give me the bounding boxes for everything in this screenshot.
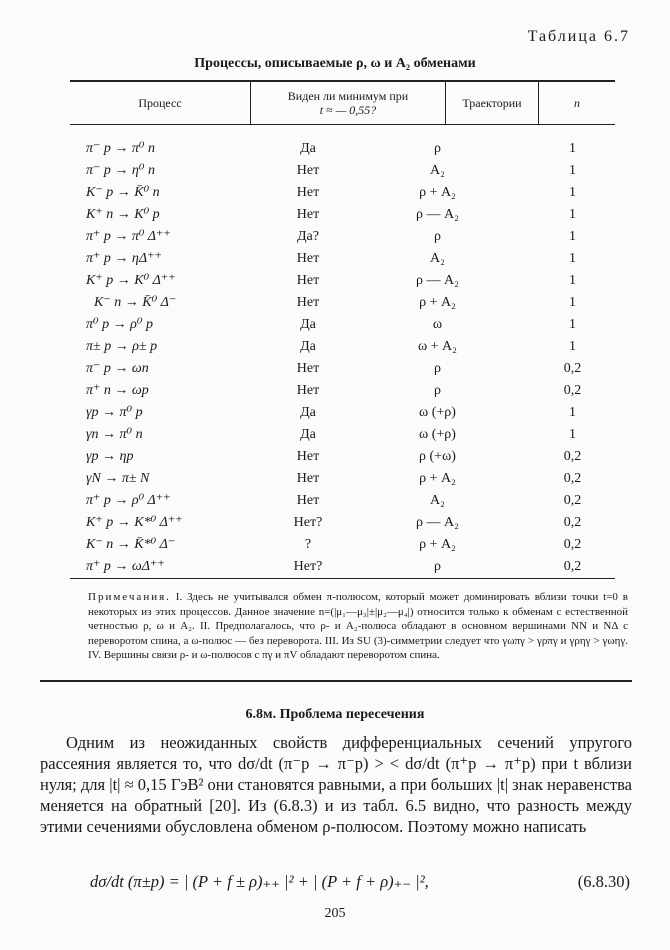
cell-trajectory: ρ (+ω) [419, 449, 456, 464]
cell-process: π⁺ p → ηΔ⁺⁺ [86, 251, 162, 266]
cell-n: 1 [569, 207, 576, 222]
table-row [70, 292, 615, 314]
table-row [70, 534, 615, 556]
cell-trajectory: ρ + A₂ [419, 295, 456, 310]
header-n: n [574, 96, 580, 110]
cell-process: K⁻ p → K̄⁰ n [86, 185, 160, 200]
cell-trajectory: ω (+ρ) [419, 427, 456, 442]
cell-n: 0,2 [563, 471, 582, 486]
cell-minimum: Да [300, 141, 316, 156]
cell-n: 1 [569, 251, 576, 266]
table-label: Таблица 6.7 [527, 28, 630, 45]
table-row [70, 182, 615, 204]
cell-n: 1 [569, 427, 576, 442]
table-header-rule [70, 124, 615, 125]
cell-trajectory: ρ [434, 383, 441, 398]
cell-trajectory: ω [432, 317, 443, 332]
cell-minimum: Да [300, 339, 316, 354]
equation-formula: dσ/dt (π±p) = | (P + f ± ρ)₊₊ |² + | (P + f + ρ)₊₋ |², [90, 872, 429, 891]
cell-n: 1 [569, 295, 576, 310]
table-row [70, 226, 615, 248]
cell-minimum: Нет [296, 493, 320, 508]
cell-process: K⁺ p → K⁰ Δ⁺⁺ [86, 273, 176, 288]
table-row [70, 424, 615, 446]
cell-minimum: Нет [296, 361, 320, 376]
cell-process: K⁺ n → K⁰ p [86, 207, 160, 222]
cell-trajectory: ρ [434, 229, 441, 244]
table-row [70, 402, 615, 424]
note-label: Примечания. [88, 591, 171, 603]
cell-n: 1 [569, 317, 576, 332]
cell-trajectory: ρ + A₂ [419, 185, 456, 200]
body-paragraph: Одним из неожиданных свойств дифференциальных сечений упругого рассеяния является то, что dσ/dt (π⁻p → π⁻p) > < dσ/dt (π⁺p → π⁺p) при t вблизи нуля; для |t| ≈ 0,15 ГэВ² они становятся равными, а при больших |t| знак неравенства меняется на обратный [20]. Из (6.8.3) и из табл. 6.5 видно, что разность между этими сечениями обусловлена обменом ρ-полюсом. Поэтому можно написать [40, 733, 632, 836]
cell-n: 0,2 [563, 383, 582, 398]
cell-n: 0,2 [563, 515, 582, 530]
cell-trajectory: ρ + A₂ [419, 537, 456, 552]
table-row [70, 204, 615, 226]
cell-n: 1 [569, 141, 576, 156]
table-bottom-rule [70, 578, 615, 579]
cell-n: 1 [569, 273, 576, 288]
cell-trajectory: ρ [434, 141, 441, 156]
cell-n: 0,2 [563, 449, 582, 464]
cell-minimum: Нет? [293, 515, 323, 530]
cell-minimum: Нет [296, 383, 320, 398]
header-trajectories: Траектории [462, 96, 522, 110]
cell-minimum: Да [300, 427, 316, 442]
cell-process: π± p → ρ± p [86, 339, 158, 354]
table-row [70, 358, 615, 380]
table-row [70, 380, 615, 402]
cell-trajectory: ω (+ρ) [419, 405, 456, 420]
cell-minimum: Да [300, 317, 316, 332]
cell-trajectory: A₂ [430, 251, 445, 266]
page-number: 205 [324, 906, 346, 921]
cell-process: K⁺ p → K*⁰ Δ⁺⁺ [86, 515, 183, 530]
cell-trajectory: A₂ [430, 493, 445, 508]
cell-minimum: Нет [296, 449, 320, 464]
cell-n: 1 [569, 185, 576, 200]
cell-trajectory: ω + A₂ [417, 339, 458, 354]
table-row [70, 336, 615, 358]
header-process: Процесс [138, 96, 182, 110]
cell-minimum: Нет? [293, 559, 323, 574]
cell-process: π⁻ p → π⁰ n [86, 141, 156, 156]
table-body [70, 138, 615, 578]
equation [90, 872, 630, 892]
header-minimum-line1: Виден ли минимум при [287, 89, 409, 103]
header-minimum [251, 82, 445, 124]
cell-process: π⁺ p → ωΔ⁺⁺ [86, 559, 165, 574]
cell-minimum: Да? [297, 229, 319, 244]
section-rule [40, 680, 632, 682]
cell-minimum: ? [304, 537, 312, 552]
section-title: 6.8м. Проблема пересечения [245, 707, 425, 722]
cell-n: 0,2 [563, 559, 582, 574]
cell-minimum: Нет [296, 251, 320, 266]
cell-n: 0,2 [563, 493, 582, 508]
cell-minimum: Нет [296, 163, 320, 178]
table-row [70, 490, 615, 512]
cell-n: 0,2 [563, 537, 582, 552]
cell-minimum: Нет [296, 185, 320, 200]
cell-process: K⁻ n → K̄⁰ Δ⁻ [94, 295, 177, 310]
table-row [70, 138, 615, 160]
header-minimum-line2: t ≈ — 0,55? [319, 103, 377, 117]
table-row [70, 468, 615, 490]
table-row [70, 446, 615, 468]
cell-trajectory: ρ [434, 361, 441, 376]
cell-trajectory: ρ — A₂ [416, 515, 459, 530]
table-note [88, 590, 628, 663]
table-row [70, 556, 615, 578]
cell-n: 0,2 [563, 361, 582, 376]
cell-process: π⁻ p → ωn [86, 361, 149, 376]
cell-trajectory: ρ + A₂ [419, 471, 456, 486]
cell-minimum: Да [300, 405, 316, 420]
equation-number: (6.8.30) [577, 872, 630, 891]
cell-trajectory: ρ — A₂ [416, 207, 459, 222]
cell-minimum: Нет [296, 471, 320, 486]
cell-process: π⁺ p → π⁰ Δ⁺⁺ [86, 229, 171, 244]
cell-trajectory: ρ — A₂ [416, 273, 459, 288]
table-row [70, 248, 615, 270]
cell-process: γp → π⁰ p [86, 405, 143, 420]
cell-n: 1 [569, 405, 576, 420]
cell-process: π⁻ p → η⁰ n [86, 163, 155, 178]
cell-n: 1 [569, 339, 576, 354]
cell-process: π⁺ n → ωp [86, 383, 149, 398]
table-row [70, 160, 615, 182]
cell-process: π⁰ p → ρ⁰ p [86, 317, 153, 332]
cell-n: 1 [569, 229, 576, 244]
cell-trajectory: A₂ [430, 163, 445, 178]
cell-trajectory: ρ [434, 559, 441, 574]
cell-process: π⁺ p → ρ⁰ Δ⁺⁺ [86, 493, 171, 508]
cell-process: K⁻ n → K̄*⁰ Δ⁻ [86, 537, 176, 552]
table-row [70, 314, 615, 336]
note-text: I. Здесь не учитывался обмен π-полюсом, который может доминировать вблизи точки t=0 в некоторых из этих процессов. Данное значение n=(|μ₁—μ₃|±|μ₂—μ₄|) относится только к обменам с естественной четностью ρ, ω и A₂. II. Предполагалось, что ρ- и A₂-полюса обладают в основном вершинами NN и NΔ с переворотом спина, а ω-полюс — без переворота. III. Из SU (3)-симметрии следует что γωπγ > γρπγ и γρηγ > γωηγ. IV. Вершины связи ρ- и ω-полюсов с πγ и πV обладают переворотом спина. [88, 591, 628, 661]
cell-minimum: Нет [296, 295, 320, 310]
table-row [70, 270, 615, 292]
cell-n: 1 [569, 163, 576, 178]
cell-process: γp → ηp [86, 449, 134, 464]
cell-minimum: Нет [296, 207, 320, 222]
table-title: Процессы, описываемые ρ, ω и A₂ обменами [194, 56, 476, 71]
cell-minimum: Нет [296, 273, 320, 288]
cell-process: γN → π± N [86, 471, 150, 486]
table-row [70, 512, 615, 534]
cell-process: γn → π⁰ n [86, 427, 143, 442]
